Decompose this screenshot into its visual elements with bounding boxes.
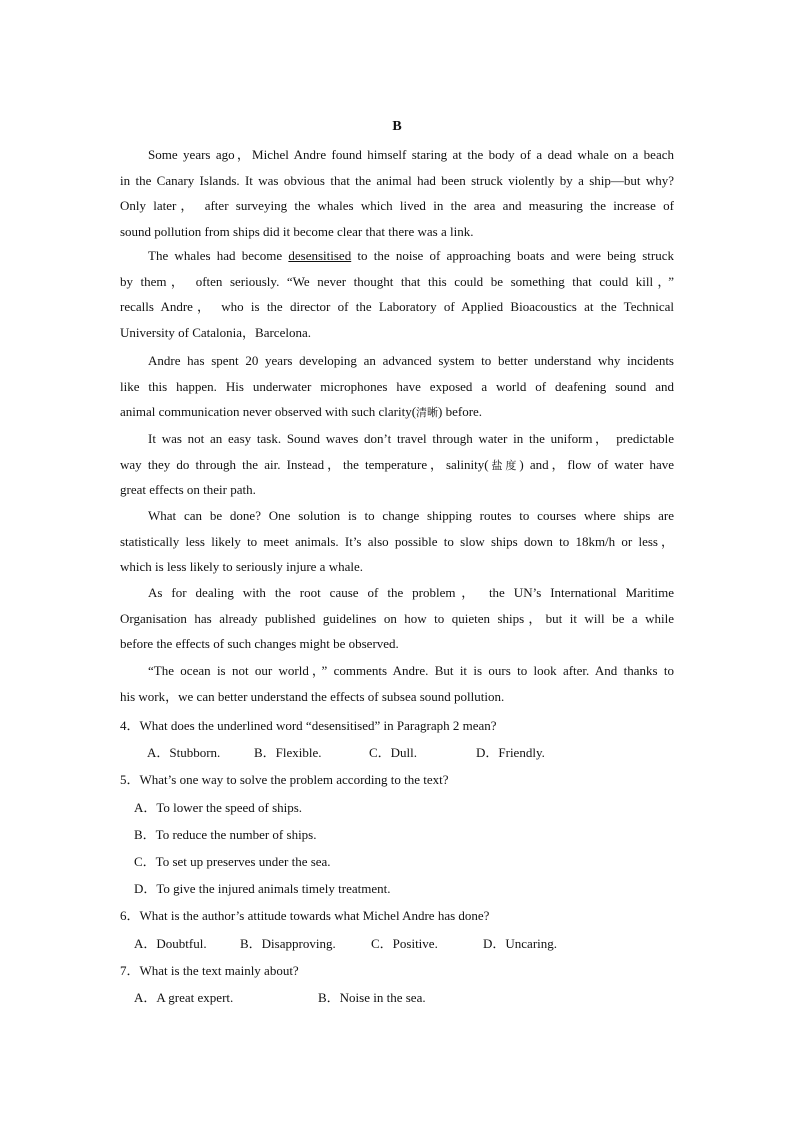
section-title: B <box>392 119 402 134</box>
passage-line: his work，we can better understand the effects of subsea sound pollution. <box>120 688 505 704</box>
passage-line: “The ocean is not our world，” comments Andre. But it is ours to look after. And thanks to <box>148 663 674 678</box>
passage-line: which is less likely to seriously injure a whale. <box>120 559 363 574</box>
question-5-option-d[interactable]: D．To give the injured animals timely treatment. <box>134 881 391 896</box>
question-6-option-b[interactable]: B．Disapproving. <box>240 936 336 951</box>
passage-line: Only later， after surveying the whales which lived in the area and measuring the increase of <box>120 198 674 213</box>
question-6-option-c[interactable]: C．Positive. <box>371 936 438 951</box>
passage-line: in the Canary Islands. It was obvious that the animal had been struck violently by a ship—but why? <box>120 172 674 188</box>
paragraph-6 <box>120 580 674 657</box>
passage-line: statistically less likely to meet animals. It’s also possible to slow ships down to 18km/h or less， <box>120 533 674 549</box>
paragraph-1 <box>120 142 674 244</box>
question-7-stem: 7．What is the text mainly about? <box>120 963 299 978</box>
passage-text: way they do through the air. Instead，the temperature，salinity( <box>120 456 489 472</box>
passage-line: Organisation has already published guidelines on how to quieten ships，but it will be a while <box>120 610 674 626</box>
passage-line: by them， often seriously. “We never thought that this could be something that could kill，” <box>120 273 674 289</box>
passage-line <box>120 243 674 269</box>
passage-text: The whales had become <box>148 248 289 263</box>
question-4-option-a[interactable]: A．Stubborn. <box>147 745 221 760</box>
question-7-option-b[interactable]: B．Noise in the sea. <box>318 990 426 1005</box>
paragraph-5 <box>120 503 674 580</box>
question-4-option-d[interactable]: D．Friendly. <box>476 745 545 760</box>
passage-line: As for dealing with the root cause of the problem， the UN’s International Maritime <box>148 585 674 600</box>
question-5-stem: 5．What’s one way to solve the problem according to the text? <box>120 772 449 787</box>
paragraph-4 <box>120 426 674 503</box>
passage-line: It was not an easy task. Sound waves don’t travel through water in the uniform， predictable <box>148 431 674 446</box>
underlined-word: desensitised <box>288 248 352 263</box>
passage-line: like this happen. His underwater microphones have exposed a world of deafening sound and <box>120 378 674 394</box>
paragraph-3 <box>120 348 674 425</box>
passage-text: ) before. <box>438 404 483 419</box>
question-4-option-c[interactable]: C．Dull. <box>369 745 418 760</box>
passage-line: What can be done? One solution is to change shipping routes to courses where ships are <box>148 508 674 523</box>
question-5-option-b[interactable]: B．To reduce the number of ships. <box>134 827 317 842</box>
passage-text: animal communication never observed with such clarity( <box>120 404 417 419</box>
passage-line: Some years ago，Michel Andre found himself staring at the body of a dead whale on a beach <box>148 147 674 162</box>
chinese-gloss: 清晰 <box>416 406 439 419</box>
chinese-gloss: 盐度 <box>488 458 520 472</box>
passage-line: sound pollution from ships did it become clear that there was a link. <box>120 223 474 239</box>
question-4-stem: 4．What does the underlined word “desensitised” in Paragraph 2 mean? <box>120 718 497 733</box>
passage-text: to the noise of approaching boats and were being struck <box>351 248 674 263</box>
passage-line <box>120 399 674 425</box>
question-6-option-a[interactable]: A．Doubtful. <box>134 936 207 951</box>
question-6-stem: 6．What is the author’s attitude towards what Michel Andre has done? <box>120 908 490 923</box>
passage-line: great effects on their path. <box>120 482 256 497</box>
passage-line <box>120 452 674 478</box>
question-4-option-b[interactable]: B．Flexible. <box>254 745 322 760</box>
question-5-option-c[interactable]: C．To set up preserves under the sea. <box>134 854 331 869</box>
question-5-option-a[interactable]: A．To lower the speed of ships. <box>134 800 303 815</box>
question-6-option-d[interactable]: D．Uncaring. <box>483 936 558 951</box>
passage-line: Andre has spent 20 years developing an advanced system to better understand why incidents <box>148 353 674 368</box>
paragraph-7 <box>120 658 674 709</box>
paragraph-2 <box>120 243 674 345</box>
passage-line: recalls Andre， who is the director of the Laboratory of Applied Bioacoustics at the Technical <box>120 299 674 314</box>
passage-line: University of Catalonia，Barcelona. <box>120 324 311 340</box>
question-7-option-a[interactable]: A．A great expert. <box>134 990 234 1005</box>
passage-text: ) and，flow of water have <box>519 456 675 472</box>
passage-line: before the effects of such changes might be observed. <box>120 636 399 651</box>
